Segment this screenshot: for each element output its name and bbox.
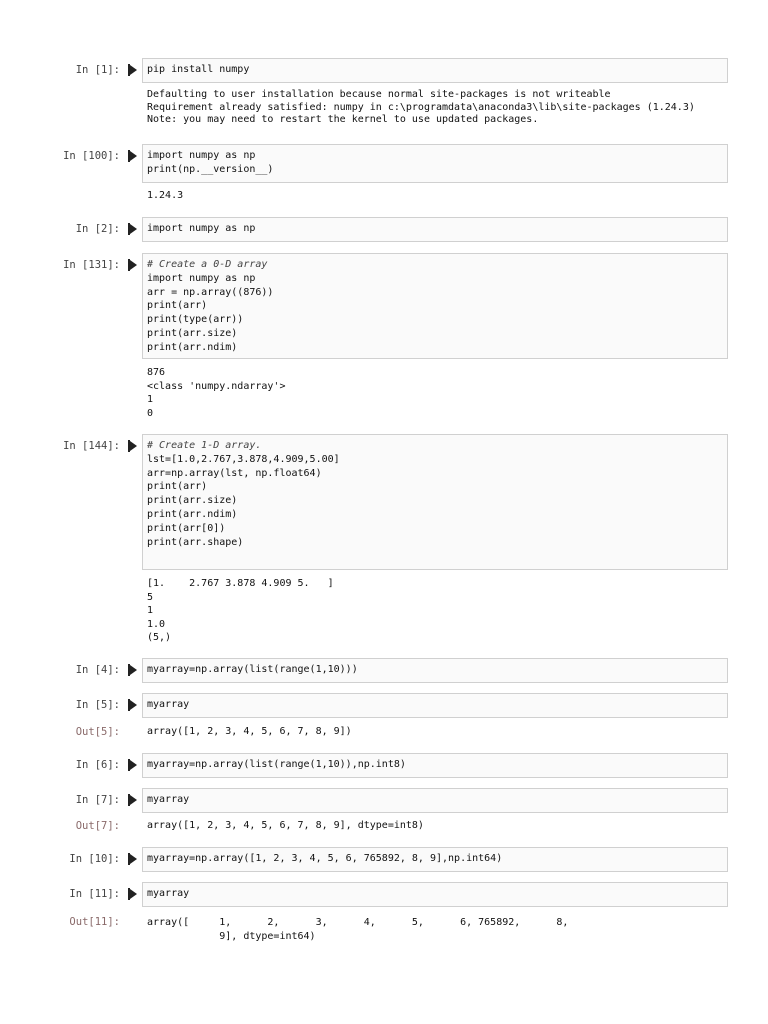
code-line: print(np.__version__) xyxy=(147,163,274,175)
run-cell-icon[interactable] xyxy=(128,759,137,771)
code-line: lst=[1.0,2.767,3.878,4.909,5.00] xyxy=(147,453,340,465)
input-prompt: In [7]: xyxy=(75,794,120,806)
run-cell-icon[interactable] xyxy=(128,888,137,900)
output-prompt: Out[11]: xyxy=(69,916,120,928)
code-line: print(arr.size) xyxy=(147,495,238,507)
code-input[interactable] xyxy=(142,882,728,907)
code-input[interactable] xyxy=(142,788,728,813)
code-line: myarray xyxy=(147,888,190,899)
code-line: print(type(arr)) xyxy=(147,314,244,326)
code-line: print(arr.size) xyxy=(147,327,238,339)
code-line: import numpy as np xyxy=(147,272,256,284)
code-input[interactable] xyxy=(142,253,728,359)
code-input[interactable] xyxy=(142,693,728,718)
output-prompt: Out[7]: xyxy=(75,820,120,832)
input-prompt: In [6]: xyxy=(75,759,120,771)
code-input[interactable] xyxy=(142,144,728,183)
cell-output: 1.24.3 xyxy=(147,190,184,201)
code-line: print(arr.shape) xyxy=(147,536,244,548)
cell-output: 876 <class 'numpy.ndarray'> 1 0 xyxy=(147,367,286,419)
code-line: myarray xyxy=(147,794,190,805)
code-line: import numpy as np xyxy=(147,223,256,234)
run-cell-icon[interactable] xyxy=(128,64,137,76)
code-comment-line: # Create 1-D array. xyxy=(147,440,262,451)
code-input[interactable] xyxy=(142,753,728,778)
code-line: myarray xyxy=(147,699,190,710)
run-cell-icon[interactable] xyxy=(128,150,137,162)
code-input[interactable] xyxy=(142,847,728,872)
run-cell-icon[interactable] xyxy=(128,699,137,711)
run-cell-icon[interactable] xyxy=(128,853,137,865)
run-cell-icon[interactable] xyxy=(128,794,137,806)
output-prompt: Out[5]: xyxy=(75,726,120,738)
input-prompt: In [11]: xyxy=(69,888,120,900)
code-line: print(arr.ndim) xyxy=(147,341,238,353)
run-cell-icon[interactable] xyxy=(128,664,137,676)
run-cell-icon[interactable] xyxy=(128,223,137,235)
run-cell-icon[interactable] xyxy=(128,259,137,271)
input-prompt: In [131]: xyxy=(63,259,120,271)
input-prompt: In [4]: xyxy=(75,664,120,676)
code-line: print(arr) xyxy=(147,481,208,493)
code-line: pip install numpy xyxy=(147,64,250,75)
code-line: print(arr.ndim) xyxy=(147,508,238,520)
code-input[interactable] xyxy=(142,434,728,570)
code-line: import numpy as np xyxy=(147,150,256,161)
input-prompt: In [10]: xyxy=(69,853,120,865)
code-line: myarray=np.array(list(range(1,10))) xyxy=(147,664,358,675)
input-prompt: In [1]: xyxy=(75,64,120,76)
input-prompt: In [100]: xyxy=(63,150,120,162)
code-input[interactable] xyxy=(142,217,728,242)
input-prompt: In [5]: xyxy=(75,699,120,711)
code-line: arr=np.array(lst, np.float64) xyxy=(147,467,322,479)
code-line: arr = np.array((876)) xyxy=(147,286,274,298)
code-comment-line: # Create a 0-D array xyxy=(147,259,268,270)
cell-output: Defaulting to user installation because normal site-packages is not writeable Requirement already satisfied: numpy in c:\programdata\anaconda3\lib\site-packages (1.24.3) Note: you may need to restart the kernel to use updated packages. xyxy=(147,89,695,125)
cell-output: array([1, 2, 3, 4, 5, 6, 7, 8, 9], dtype=int8) xyxy=(147,820,424,831)
code-line: myarray=np.array(list(range(1,10)),np.int8) xyxy=(147,759,406,770)
run-cell-icon[interactable] xyxy=(128,440,137,452)
code-line: print(arr) xyxy=(147,300,208,312)
code-input[interactable] xyxy=(142,58,728,83)
input-prompt: In [144]: xyxy=(63,440,120,452)
input-prompt: In [2]: xyxy=(75,223,120,235)
cell-output: [1. 2.767 3.878 4.909 5. ] 5 1 1.0 (5,) xyxy=(147,578,334,643)
code-line: myarray=np.array([1, 2, 3, 4, 5, 6, 765892, 8, 9],np.int64) xyxy=(147,853,503,864)
code-line: print(arr[0]) xyxy=(147,522,226,534)
cell-output: array([ 1, 2, 3, 4, 5, 6, 765892, 8, 9], dtype=int64) xyxy=(147,917,569,942)
code-input[interactable] xyxy=(142,658,728,683)
cell-output: array([1, 2, 3, 4, 5, 6, 7, 8, 9]) xyxy=(147,726,352,737)
